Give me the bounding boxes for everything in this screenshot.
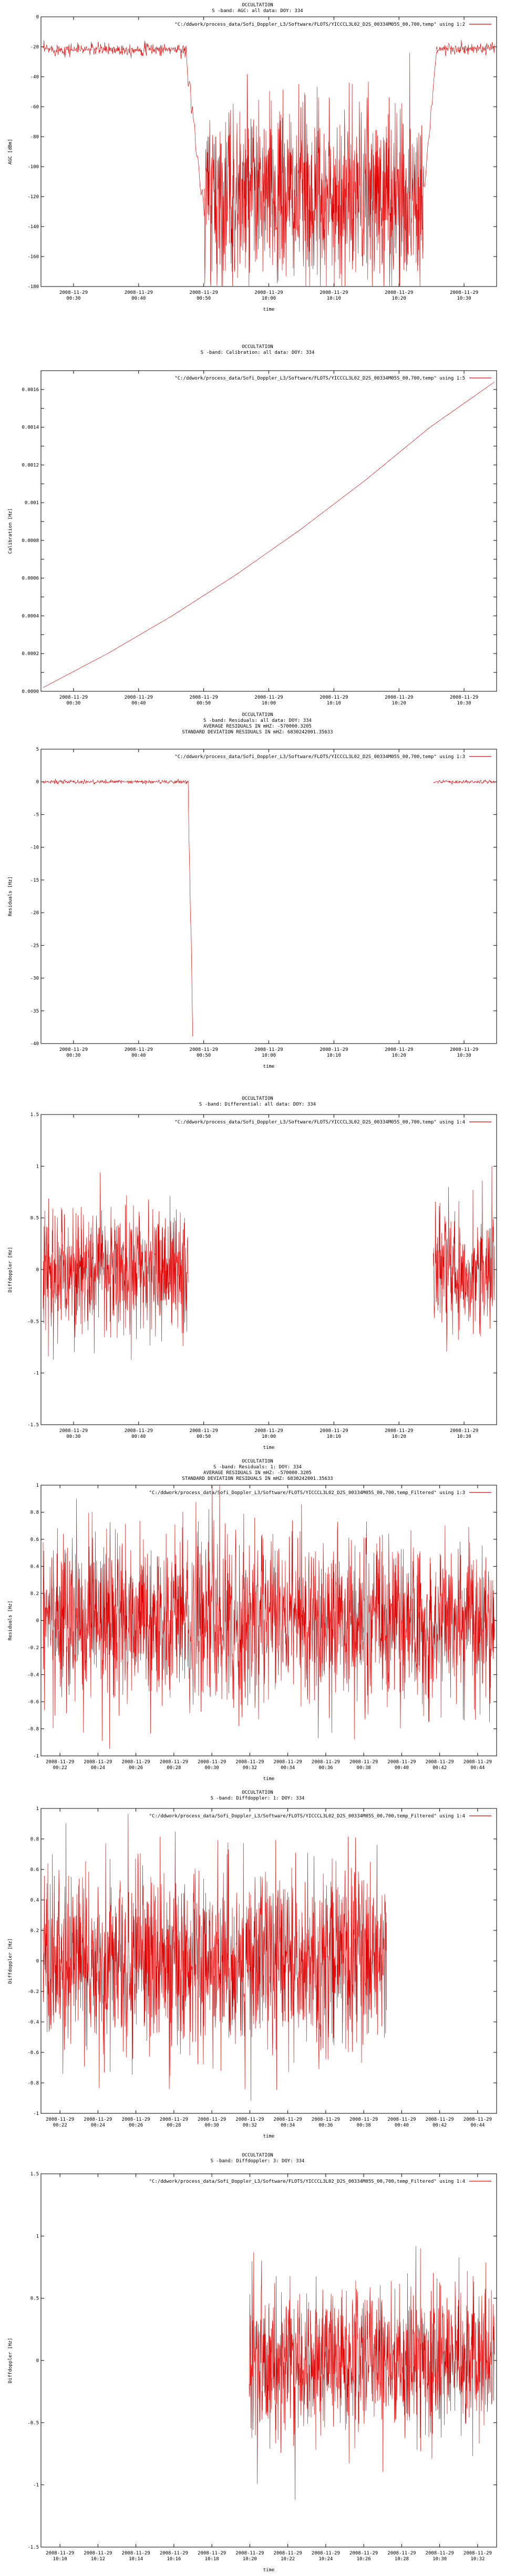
y-tick-label: 0.0016 [22,387,39,393]
x-tick-label-time: 00:40 [131,1053,146,1058]
x-tick-label-time: 00:42 [432,2123,447,2128]
y-tick-label: 0.0012 [22,463,39,468]
x-tick-label-time: 10:22 [281,2557,295,2562]
chart-panel-5 [0,1456,515,1787]
x-tick-label-date: 2008-11-29 [387,2117,416,2122]
x-tick-label-date: 2008-11-29 [124,1047,153,1052]
x-tick-label-date: 2008-11-29 [320,695,348,700]
x-axis-label: time [263,1776,275,1782]
series-line [249,2246,495,2500]
y-tick-label: -15 [30,877,39,883]
x-tick-label-date: 2008-11-29 [59,695,88,700]
x-tick-label-time: 00:28 [167,2123,181,2128]
x-tick-label-time: 10:28 [394,2557,409,2562]
x-tick-label-date: 2008-11-29 [320,1047,348,1052]
x-tick-label-time: 10:32 [470,2557,485,2562]
y-tick-label: -0.6 [27,2050,39,2056]
x-tick-label-time: 00:32 [242,1765,257,1771]
x-axis-label: time [263,1064,275,1069]
x-axis-label: time [263,1445,275,1450]
x-tick-label-date: 2008-11-29 [121,2117,150,2122]
chart-title: OCCULTATION [242,3,273,8]
y-tick-label: -10 [30,845,39,851]
y-axis-label: Diffdoppler [Hz] [8,2337,13,2384]
x-tick-label-time: 00:22 [53,1765,67,1771]
y-tick-label: -25 [30,943,39,949]
legend-label: "C:/ddwork/process_data/Sofi_Doppler_L3/Software/FLOTS/YICCCL3L02_D2S_00334M05S_00,700,temp_Filtered" using 1:3 [149,1490,465,1496]
chart-panel-1 [0,0,515,342]
x-tick-label-time: 10:00 [261,296,276,301]
x-tick-label-time: 00:24 [90,2123,105,2128]
y-axis-label: Residuals [Hz] [8,1600,13,1641]
x-tick-label-date: 2008-11-29 [159,1760,188,1765]
x-tick-label-date: 2008-11-29 [387,2551,416,2556]
y-tick-label: -1.5 [27,2545,39,2550]
x-tick-label-date: 2008-11-29 [189,290,218,295]
y-tick-label: 0.0014 [22,425,39,431]
y-tick-label: -20 [30,911,39,916]
y-tick-label: 1 [36,1483,39,1488]
y-tick-label: 0 [36,1267,39,1273]
y-tick-label: -20 [30,45,39,50]
y-tick-label: -0.5 [27,2420,39,2426]
x-tick-label-time: 00:40 [131,1434,146,1439]
x-tick-label-date: 2008-11-29 [425,2117,454,2122]
x-tick-label-time: 00:44 [470,2123,485,2128]
y-tick-label: 0.6 [30,1537,39,1542]
x-tick-label-date: 2008-11-29 [425,1760,454,1765]
series-line [43,40,495,287]
x-tick-label-time: 00:28 [167,1765,181,1771]
y-tick-label: 0.0000 [22,689,39,694]
y-tick-label: 5 [36,747,39,752]
x-tick-label-date: 2008-11-29 [46,2551,75,2556]
y-tick-label: -1 [33,1371,39,1376]
x-tick-label-time: 10:12 [90,2557,105,2562]
y-tick-label: -1.5 [27,1423,39,1428]
y-tick-label: -40 [30,1041,39,1047]
x-tick-label-time: 10:20 [392,296,406,301]
y-tick-label: 1 [36,1806,39,1812]
y-tick-label: -0.8 [27,2081,39,2086]
y-tick-label: 0 [36,780,39,785]
x-tick-label-date: 2008-11-29 [254,1047,283,1052]
x-tick-label-date: 2008-11-29 [311,2551,340,2556]
x-tick-label-date: 2008-11-29 [425,2551,454,2556]
y-tick-label: 0.001 [24,500,39,506]
chart-subtitle: S -band: Diffdoppler: 3: DOY: 334 [210,2159,305,2164]
y-tick-label: -5 [33,812,39,818]
series-line [43,779,495,1037]
legend-label: "C:/ddwork/process_data/Sofi_Doppler_L3/Software/FLOTS/YICCCL3L02_D2S_00334M05S_00,700,temp" using 1:5 [174,376,465,381]
y-tick-label: -1 [33,2111,39,2117]
chart-panel-4 [0,1093,515,1456]
x-tick-label-date: 2008-11-29 [121,1760,150,1765]
legend-label: "C:/ddwork/process_data/Sofi_Doppler_L3/Software/FLOTS/YICCCL3L02_D2S_00334M05S_00,700,temp" using 1:2 [174,22,465,27]
x-tick-label-date: 2008-11-29 [254,1428,283,1434]
x-tick-label-time: 10:30 [432,2557,447,2562]
x-tick-label-date: 2008-11-29 [235,1760,264,1765]
series-line [43,1485,495,1749]
chart-average-residuals: AVERAGE RESIDUALS IN mHZ: -570000.3205 [203,1470,312,1476]
x-tick-label-time: 00:34 [281,2123,295,2128]
x-tick-label-time: 00:38 [356,2123,371,2128]
x-tick-label-time: 10:20 [392,701,406,706]
chart-title: OCCULTATION [242,712,273,718]
x-tick-label-date: 2008-11-29 [449,695,479,700]
x-tick-label-date: 2008-11-29 [387,1760,416,1765]
x-tick-label-time: 10:30 [457,296,471,301]
y-axis-label: Calibration [Hz] [8,508,13,554]
x-tick-label-date: 2008-11-29 [59,290,88,295]
x-tick-label-date: 2008-11-29 [46,2117,75,2122]
chart-panel-7 [0,2150,515,2576]
y-tick-label: 1 [36,2234,39,2240]
y-tick-label: 0.4 [30,1564,39,1570]
x-tick-label-time: 00:50 [197,1053,211,1058]
chart-subtitle: S -band: AGC: all data: DOY: 334 [212,8,303,14]
x-tick-label-date: 2008-11-29 [273,2117,302,2122]
y-axis-label: AGC [dBm] [8,139,13,165]
x-tick-label-time: 00:50 [197,701,211,706]
chart-title: OCCULTATION [242,1096,273,1101]
x-tick-label-time: 00:40 [394,1765,409,1771]
x-tick-label-date: 2008-11-29 [121,2551,150,2556]
x-tick-label-date: 2008-11-29 [273,1760,302,1765]
x-tick-label-time: 00:40 [394,2123,409,2128]
chart-panel-6 [0,1787,515,2150]
x-tick-label-time: 00:32 [242,2123,257,2128]
x-tick-label-time: 00:34 [281,1765,295,1771]
x-tick-label-date: 2008-11-29 [349,2117,378,2122]
y-tick-label: -120 [27,195,39,200]
chart-stddev-residuals: STANDARD DEVIATION RESIDUALS IN mHZ: 6830242001.35633 [182,1476,333,1481]
x-tick-label-time: 00:50 [197,296,211,301]
y-tick-label: 0 [36,1959,39,1964]
y-tick-label: -0.4 [27,2020,39,2025]
x-tick-label-time: 10:10 [326,701,341,706]
x-tick-label-date: 2008-11-29 [254,695,283,700]
x-tick-label-date: 2008-11-29 [46,1760,75,1765]
y-tick-label: 0.0004 [22,614,39,619]
x-tick-label-time: 10:30 [457,1434,471,1439]
x-tick-label-time: 00:30 [204,1765,219,1771]
x-tick-label-time: 00:30 [204,2123,219,2128]
plot-frame [41,371,497,691]
chart-title: OCCULTATION [242,1790,273,1795]
y-tick-label: 0.8 [30,1837,39,1842]
x-tick-label-date: 2008-11-29 [189,1047,218,1052]
x-tick-label-time: 00:44 [470,1765,485,1771]
y-tick-label: 0.5 [30,2296,39,2302]
x-tick-label-date: 2008-11-29 [59,1047,88,1052]
y-tick-label: -0.2 [27,1645,39,1651]
x-tick-label-date: 2008-11-29 [198,1760,226,1765]
x-tick-label-date: 2008-11-29 [84,2551,112,2556]
y-tick-label: -180 [27,284,39,290]
chart-subtitle: S -band: Residuals: 1: DOY: 334 [213,1465,302,1470]
chart-stddev-residuals: STANDARD DEVIATION RESIDUALS IN mHZ: 6830242001.35633 [182,730,333,735]
x-tick-label-time: 10:16 [167,2557,181,2562]
chart-subtitle: S -band: Differential: all data: DOY: 334 [199,1102,316,1107]
x-axis-label: time [263,2568,275,2573]
y-tick-label: -0.6 [27,1700,39,1705]
chart-panel-3 [0,710,515,1093]
x-tick-label-time: 00:36 [318,1765,333,1771]
x-tick-label-time: 10:10 [326,1053,341,1058]
series-line [43,382,495,688]
x-tick-label-date: 2008-11-29 [159,2117,188,2122]
y-tick-label: 0.0008 [22,538,39,544]
x-tick-label-time: 00:30 [66,701,81,706]
x-tick-label-date: 2008-11-29 [320,1428,348,1434]
x-tick-label-date: 2008-11-29 [124,1428,153,1434]
x-tick-label-time: 00:30 [66,1434,81,1439]
x-tick-label-time: 10:00 [261,1434,276,1439]
x-tick-label-date: 2008-11-29 [198,2551,226,2556]
x-tick-label-date: 2008-11-29 [235,2117,264,2122]
x-tick-label-date: 2008-11-29 [449,290,479,295]
x-tick-label-time: 10:10 [53,2557,67,2562]
x-tick-label-date: 2008-11-29 [235,2551,264,2556]
y-axis-label: Residuals [Hz] [8,876,13,916]
legend-label: "C:/ddwork/process_data/Sofi_Doppler_L3/Software/FLOTS/YICCCL3L02_D2S_00334M05S_00,700,temp" using 1:3 [174,754,465,760]
chart-title: OCCULTATION [242,1459,273,1464]
y-tick-label: -1 [33,1754,39,1759]
x-tick-label-date: 2008-11-29 [449,1428,479,1434]
y-tick-label: -0.8 [27,1726,39,1732]
x-tick-label-time: 10:10 [326,1434,341,1439]
x-tick-label-date: 2008-11-29 [254,290,283,295]
y-tick-label: -0.2 [27,1989,39,1995]
x-tick-label-time: 10:10 [326,296,341,301]
x-tick-label-date: 2008-11-29 [311,1760,340,1765]
x-tick-label-date: 2008-11-29 [385,290,414,295]
y-axis-label: Diffdoppler [Hz] [8,1246,13,1293]
x-tick-label-date: 2008-11-29 [159,2551,188,2556]
x-tick-label-time: 00:26 [129,2123,143,2128]
chart-subtitle: S -band: Diffdoppler: 1: DOY: 334 [210,1796,305,1801]
y-tick-label: 0.4 [30,1898,39,1903]
y-tick-label: 0.2 [30,1591,39,1597]
x-tick-label-date: 2008-11-29 [349,2551,378,2556]
y-tick-label: 0.0006 [22,576,39,581]
y-tick-label: 0.2 [30,1928,39,1934]
y-tick-label: -0.4 [27,1672,39,1678]
y-tick-label: -30 [30,976,39,982]
x-tick-label-time: 00:26 [129,1765,143,1771]
x-tick-label-date: 2008-11-29 [198,2117,226,2122]
y-tick-label: -35 [30,1008,39,1014]
x-tick-label-date: 2008-11-29 [463,2551,492,2556]
x-tick-label-date: 2008-11-29 [124,695,153,700]
x-tick-label-date: 2008-11-29 [385,695,414,700]
y-tick-label: 0 [36,15,39,20]
x-tick-label-date: 2008-11-29 [320,290,348,295]
y-tick-label: -100 [27,165,39,170]
x-tick-label-date: 2008-11-29 [349,1760,378,1765]
y-tick-label: -80 [30,135,39,140]
x-tick-label-date: 2008-11-29 [385,1428,414,1434]
x-axis-label: time [263,307,275,312]
x-tick-label-time: 00:30 [66,296,81,301]
x-tick-label-time: 00:30 [66,1053,81,1058]
series-line [43,1166,495,1360]
y-tick-label: -40 [30,75,39,80]
y-tick-label: 1.5 [30,1112,39,1118]
x-tick-label-date: 2008-11-29 [84,1760,112,1765]
chart-title: OCCULTATION [242,344,273,350]
y-tick-label: -160 [27,254,39,260]
x-tick-label-time: 00:36 [318,2123,333,2128]
x-axis-label: time [263,2134,275,2139]
legend-label: "C:/ddwork/process_data/Sofi_Doppler_L3/Software/FLOTS/YICCCL3L02_D2S_00334M05S_00,700,temp" using 1:4 [174,1120,465,1125]
y-tick-label: 1.5 [30,2172,39,2177]
x-tick-label-date: 2008-11-29 [311,2117,340,2122]
chart-subtitle: S -band: Residuals: all data: DOY: 334 [203,718,312,723]
x-tick-label-date: 2008-11-29 [449,1047,479,1052]
x-tick-label-date: 2008-11-29 [273,2551,302,2556]
x-tick-label-time: 00:42 [432,1765,447,1771]
x-tick-label-time: 00:50 [197,1434,211,1439]
x-tick-label-date: 2008-11-29 [385,1047,414,1052]
x-tick-label-time: 10:20 [242,2557,257,2562]
y-tick-label: -60 [30,105,39,110]
plot-frame [41,17,497,287]
x-tick-label-time: 00:38 [356,1765,371,1771]
x-tick-label-time: 00:24 [90,1765,105,1771]
x-tick-label-date: 2008-11-29 [463,2117,492,2122]
x-tick-label-time: 10:14 [129,2557,143,2562]
x-tick-label-date: 2008-11-29 [59,1428,88,1434]
chart-subtitle: S -band: Calibration: all data: DOY: 334 [200,350,315,355]
x-tick-label-time: 10:20 [392,1053,406,1058]
x-tick-label-time: 10:24 [318,2557,333,2562]
x-tick-label-date: 2008-11-29 [463,1760,492,1765]
x-tick-label-time: 10:20 [392,1434,406,1439]
y-tick-label: -140 [27,224,39,230]
y-tick-label: -0.5 [27,1319,39,1325]
y-tick-label: 0.0002 [22,651,39,657]
x-tick-label-date: 2008-11-29 [189,1428,218,1434]
plot-frame [41,1115,497,1425]
y-tick-label: 0 [36,1618,39,1624]
legend-label: "C:/ddwork/process_data/Sofi_Doppler_L3/Software/FLOTS/YICCCL3L02_D2S_00334M05S_00,700,temp_Filtered" using 1:4 [149,1814,465,1819]
x-tick-label-time: 00:40 [131,701,146,706]
x-tick-label-date: 2008-11-29 [189,695,218,700]
y-tick-label: 0.6 [30,1867,39,1873]
x-tick-label-time: 10:00 [261,1053,276,1058]
y-tick-label: -1 [33,2482,39,2488]
x-tick-label-date: 2008-11-29 [124,290,153,295]
x-tick-label-time: 10:00 [261,701,276,706]
x-tick-label-time: 00:22 [53,2123,67,2128]
x-tick-label-time: 10:30 [457,701,471,706]
y-axis-label: Diffdoppler [Hz] [8,1938,13,1984]
x-tick-label-time: 10:30 [457,1053,471,1058]
chart-title: OCCULTATION [242,2153,273,2158]
chart-panel-2 [0,342,515,710]
chart-average-residuals: AVERAGE RESIDUALS IN mHZ: -570000.3205 [203,724,312,729]
x-tick-label-time: 00:40 [131,296,146,301]
series-line [43,1814,387,2101]
y-tick-label: 0.8 [30,1510,39,1516]
y-tick-label: 0 [36,2358,39,2364]
y-tick-label: 1 [36,1164,39,1170]
plot-frame [41,749,497,1044]
legend-label: "C:/ddwork/process_data/Sofi_Doppler_L3/Software/FLOTS/YICCCL3L02_D2S_00334M05S_00,700,temp_Filtered" using 1:4 [149,2179,465,2184]
y-tick-label: 0.5 [30,1215,39,1221]
x-tick-label-date: 2008-11-29 [84,2117,112,2122]
x-tick-label-time: 10:26 [356,2557,371,2562]
x-tick-label-time: 10:18 [204,2557,219,2562]
